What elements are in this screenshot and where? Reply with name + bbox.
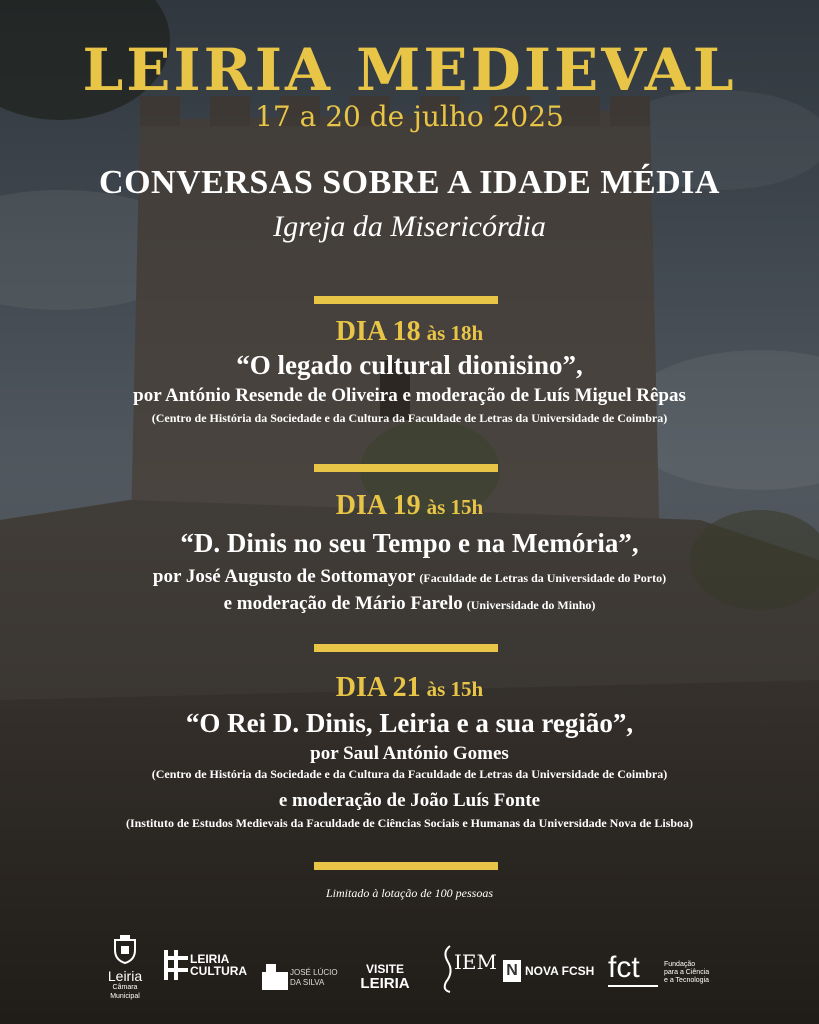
session-3-day bbox=[0, 672, 819, 704]
session-1-talk-title: “O legado cultural dionisino”, bbox=[236, 350, 583, 380]
session-1-affiliation: (Centro de História da Sociedade e da Cultura da Faculdade de Letras da Universidade de Coimbra) bbox=[151, 411, 668, 425]
divider-bar bbox=[314, 644, 498, 652]
session-time: às 18h bbox=[426, 321, 484, 345]
session-2-moderator-name: e moderação de Mário Farelo bbox=[223, 593, 463, 614]
fct-underline bbox=[608, 985, 658, 987]
session-3-speaker-affiliation: (Centro de História da Sociedade e da Cultura da Faculdade de Letras da Universidade de Coimbra) bbox=[151, 767, 668, 781]
session-3-talk-title: “O Rei D. Dinis, Leiria e a sua região”, bbox=[185, 708, 634, 738]
jose-lucio-text-2: DA SILVA bbox=[290, 978, 325, 987]
leiria-cultura-logo bbox=[164, 950, 254, 986]
visite-leiria-text-1: VISITE bbox=[365, 962, 404, 976]
venue-name: Igreja da Misericórdia bbox=[273, 210, 546, 243]
session-2-speaker-affiliation: (Faculdade de Letras da Universidade do Porto) bbox=[419, 571, 667, 585]
nova-fcsh-logo bbox=[503, 958, 599, 986]
iem-logo bbox=[440, 944, 497, 998]
fct-logo-mark: fct bbox=[608, 951, 640, 984]
visite-leiria-text-2: LEIRIA bbox=[360, 975, 410, 992]
session-2-moderator bbox=[0, 593, 819, 615]
divider-bar bbox=[314, 862, 498, 870]
leiria-logo-text: Leiria bbox=[107, 968, 143, 984]
camara-logo-text: Câmara Municipal bbox=[110, 984, 140, 1000]
session-3-moderator-affiliation: (Instituto de Estudos Medievais da Faculdade de Ciências Sociais e Humanas da Universidade Nova de Lisboa) bbox=[125, 816, 694, 830]
fct-text-2: para a Ciência bbox=[664, 969, 710, 976]
jose-lucio-text-1: JOSÉ LÚCIO bbox=[290, 968, 338, 977]
section-title: CONVERSAS SOBRE A IDADE MÉDIA bbox=[99, 164, 720, 201]
session-2-speaker-name: por José Augusto de Sottomayor bbox=[152, 566, 416, 587]
divider-bar bbox=[314, 464, 498, 472]
leiria-cultura-text-2: CULTURA bbox=[190, 964, 248, 978]
session-1-day bbox=[0, 316, 819, 348]
session-3-moderator: e moderação de João Luís Fonte bbox=[278, 790, 541, 811]
fct-logo bbox=[608, 951, 718, 991]
session-time: às 15h bbox=[426, 677, 484, 701]
session-3-speaker: por Saul António Gomes bbox=[310, 743, 509, 764]
event-dates: 17 a 20 de julho 2025 bbox=[255, 100, 564, 133]
event-title: LEIRIA MEDIEVAL bbox=[82, 36, 737, 104]
grid-icon bbox=[164, 950, 188, 980]
session-2-day bbox=[0, 490, 819, 522]
building-icon bbox=[262, 964, 288, 990]
session-day-label: DIA 18 bbox=[335, 316, 421, 347]
session-2-talk-title: “D. Dinis no seu Tempo e na Memória”, bbox=[180, 528, 639, 558]
visite-leiria-logo bbox=[350, 963, 420, 992]
session-1-speakers: por António Resende de Oliveira e moderação de Luís Miguel Rêpas bbox=[133, 385, 686, 406]
session-day-label: DIA 19 bbox=[335, 490, 421, 521]
n-icon: N bbox=[503, 960, 521, 982]
session-2-moderator-affiliation: (Universidade do Minho) bbox=[466, 598, 596, 612]
leiria-municipal-logo bbox=[100, 934, 150, 1001]
jose-lucio-logo bbox=[262, 962, 342, 992]
capacity-note: Limitado à lotação de 100 pessoas bbox=[326, 886, 493, 900]
session-2-speaker bbox=[0, 566, 819, 588]
crest-icon bbox=[110, 934, 140, 964]
session-day-label: DIA 21 bbox=[335, 672, 421, 703]
fct-text-3: e a Tecnologia bbox=[664, 977, 710, 984]
fct-text-1: Fundação bbox=[664, 961, 696, 968]
leiria-cultura-text-1: LEIRIA bbox=[190, 952, 230, 966]
nova-fcsh-text: NOVA FCSH bbox=[525, 964, 595, 978]
session-time: às 15h bbox=[426, 495, 484, 519]
iem-logo-text: IEM bbox=[454, 950, 497, 974]
divider-bar bbox=[314, 296, 498, 304]
